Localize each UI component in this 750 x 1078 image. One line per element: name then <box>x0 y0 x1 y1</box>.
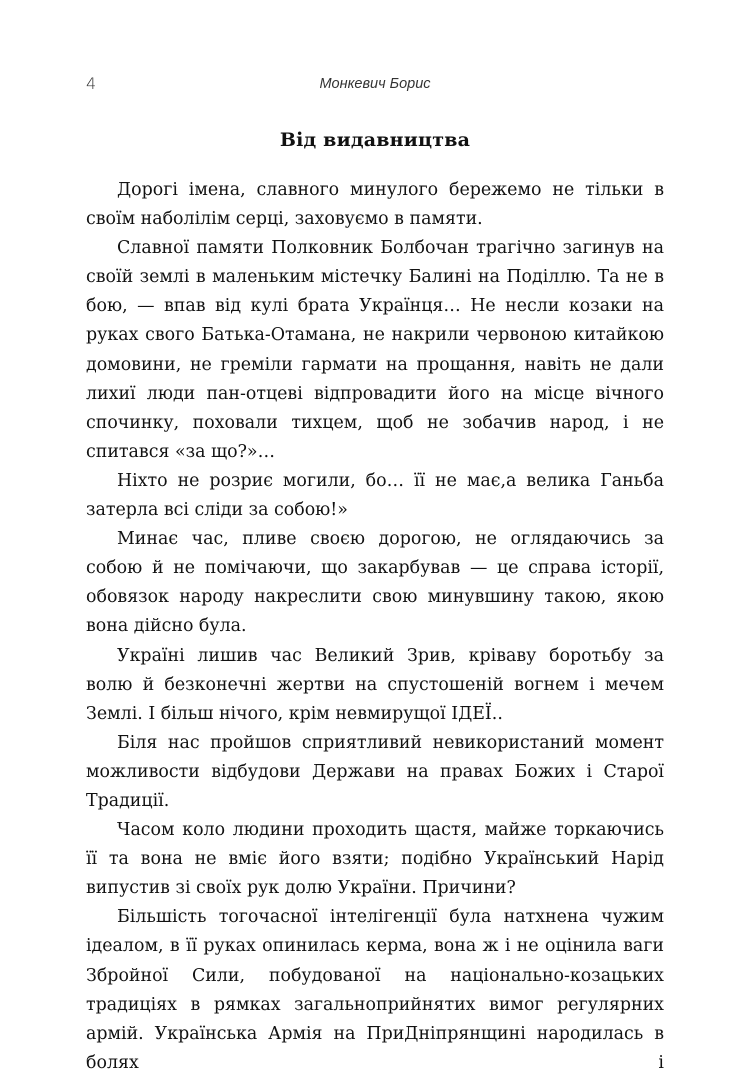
body-text <box>86 176 664 1078</box>
paragraph: Ніхто не розриє могили, бо… її не має,а велика Ганьба затерла всі сліди за собою!» <box>86 470 664 521</box>
paragraph: Україні лишив час Великий Зрив, кріваву боротьбу за волю й безконечні жертви на спустошеній вогнем і мечем Землі. І більш нічого, крім невмирущої ІДЕЇ.. <box>86 645 664 724</box>
running-head-author: Монкевич Борис <box>319 76 431 92</box>
paragraph: Славної памяти Полковник Болбочан трагічно загинув на своїй землі в маленьким містечку Балині на Поділлю. Та не в бою, — впав від кулі брата Українця… Не несли козаки на руках свого Батька-Отамана, не накрили червоною китайкою домовини, не греміли гармати на прощання, навіть не дали лихиї люди пан-отцеві відпровадити його на місце вічного спочинку, поховали тихцем, щоб не зобачив народ, і не спитався «за що?»… <box>86 238 664 462</box>
paragraph: Більшість тогочасної інтелігенції була натхнена чужим ідеалом, в її руках опинилась керма, вона ж і не оцінила ваги Збройної Сили, побудованої на національно-козацьких традиціях в рямках загальноприйнятих вимог регулярних армій. Українська Армія на ПриДніпрянщині народилась в болях і <box>86 907 664 1073</box>
paragraph: Дорогі імена, славного минулого бережемо не тільки в своїм наболілім серці, заховуємо в памяти. <box>86 180 664 230</box>
paragraph: Біля нас пройшов сприятливий невикористаний момент можливости відбудови Держави на правах Божих і Старої Традиції. <box>86 732 664 811</box>
paragraph: Минає час, пливе своєю дорогою, не оглядаючись за собою й не помічаючи, що закарбував — це справа історії, обовязок народу накреслити свою минувшину такою, якою вона дійсно була. <box>86 529 664 637</box>
page-number: 4 <box>86 74 97 93</box>
paragraph: Часом коло людини проходить щастя, майже торкаючись її та вона не вміє його взяти; подібно Український Нарід випустив зі своїх рук долю України. Причини? <box>86 820 664 899</box>
section-title: Від видавництва <box>279 129 471 151</box>
page-header <box>86 74 664 98</box>
